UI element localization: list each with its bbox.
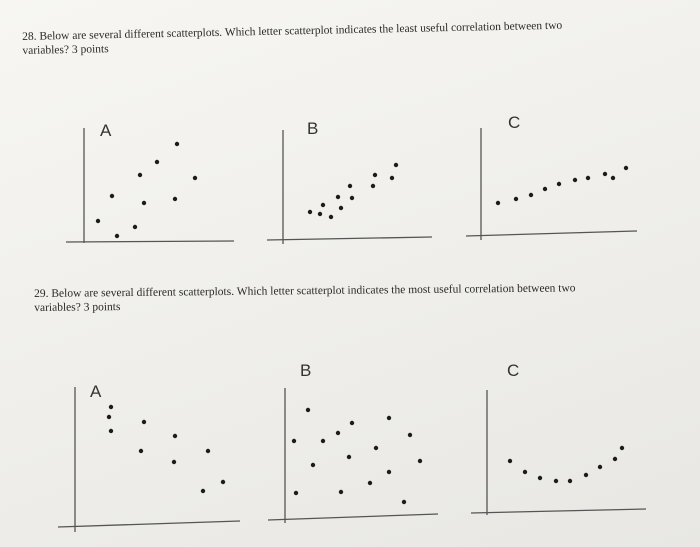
- q29-plot-c-point: [554, 479, 558, 483]
- q29-plot-a-point: [109, 405, 113, 409]
- q29-plot-b-point: [408, 433, 412, 437]
- q29-plot-b-point: [402, 500, 406, 504]
- q29-plot-a-letter: A: [90, 382, 102, 401]
- q29-plot-c-point: [584, 473, 588, 477]
- q28-plot-b-point: [390, 176, 394, 180]
- q29-plot-b-point: [292, 439, 296, 443]
- q29-plot-c: [471, 361, 646, 515]
- q28-plot-a: [66, 121, 234, 243]
- q29-plot-b-point: [336, 431, 340, 435]
- q28-plot-a-point: [142, 201, 146, 205]
- q28-plot-c-point: [573, 178, 577, 182]
- q28-plot-a-point: [133, 225, 137, 229]
- q28-plot-c-point: [624, 166, 628, 170]
- q28-plot-b-point: [308, 210, 312, 214]
- q29-plot-a-point: [142, 420, 146, 424]
- q28-plot-b-point: [350, 196, 354, 200]
- q29-plot-b-point: [306, 408, 310, 412]
- q28-plot-c-point: [611, 176, 615, 180]
- q28-plot-c-point: [586, 176, 590, 180]
- q29-plot-b: [268, 361, 438, 523]
- q29-plot-a-point: [107, 415, 111, 419]
- q28-plot-c-point: [543, 187, 547, 191]
- q29-plot-c-x-axis: [471, 509, 646, 513]
- q29-plot-b-point: [387, 416, 391, 420]
- q29-plot-a-point: [109, 429, 113, 433]
- question-28-line-2: variables? 3 points: [22, 43, 109, 57]
- q28-plot-b-point: [339, 206, 343, 210]
- q29-plot-c-points: [508, 446, 624, 483]
- q29-plot-b-point: [311, 463, 315, 467]
- question-29-line-2: variables? 3 points: [34, 301, 121, 314]
- q29-plot-b-x-axis: [268, 514, 438, 520]
- q29-plot-a: [58, 382, 240, 532]
- q29-plot-a-point: [139, 449, 143, 453]
- q29-plot-c-point: [538, 476, 542, 480]
- q28-plot-c-point: [557, 182, 561, 186]
- q29-plot-c-point: [523, 470, 527, 474]
- q29-plot-c-letter: C: [507, 361, 520, 380]
- q29-plot-b-letter: B: [300, 361, 312, 380]
- q28-plot-b-point: [336, 195, 340, 199]
- q29-plot-b-point: [374, 446, 378, 450]
- q28-plot-a-point: [193, 176, 197, 180]
- question-28-line-1: 28. Below are several different scatterplots. Which letter scatterplot indicates the least useful correlation between two: [22, 19, 563, 43]
- q29-plot-b-point: [294, 491, 298, 495]
- q29-plot-b-point: [418, 459, 422, 463]
- q28-plot-b-point: [373, 173, 377, 177]
- q28-plot-b-point: [371, 184, 375, 188]
- q29-plot-c-point: [613, 457, 617, 461]
- q28-plot-c-x-axis: [466, 231, 637, 236]
- question-29-line-1: 29. Below are several different scatterplots. Which letter scatterplot indicates the most useful correlation between two: [34, 282, 576, 300]
- q29-plot-a-points: [107, 405, 225, 493]
- q28-plot-b-point: [318, 212, 322, 216]
- q29-plot-a-point: [221, 480, 225, 484]
- q28-plot-a-point: [155, 160, 159, 164]
- q28-plot-a-point: [96, 219, 100, 223]
- q29-plot-b-point: [368, 481, 372, 485]
- q28-plot-b-x-axis: [267, 237, 432, 240]
- q29-plot-b-points: [292, 408, 422, 504]
- q28-plot-b-point: [321, 203, 325, 207]
- q28-plot-b: [267, 119, 432, 244]
- q28-plot-a-x-axis: [66, 241, 234, 242]
- q29-plot-a-point: [173, 434, 177, 438]
- q28-plot-a-points: [96, 142, 197, 238]
- q28-plot-c-letter: C: [508, 113, 521, 132]
- q29-plot-b-point: [350, 421, 354, 425]
- q29-plot-c-point: [598, 465, 602, 469]
- q29-plot-c-point: [508, 459, 512, 463]
- q28-plot-b-point: [329, 215, 333, 219]
- q28-plot-a-point: [138, 173, 142, 177]
- q29-plot-b-point: [339, 490, 343, 494]
- q28-plot-c-point: [603, 172, 607, 176]
- q29-plot-a-point: [201, 489, 205, 493]
- q28-plot-a-point: [110, 194, 114, 198]
- q29-plot-a-point: [172, 460, 176, 464]
- q28-plot-a-point: [115, 234, 119, 238]
- q29-plot-b-point: [387, 470, 391, 474]
- q28-plot-a-letter: A: [100, 121, 112, 140]
- q28-plot-a-point: [173, 197, 177, 201]
- q28-plot-b-points: [308, 163, 398, 219]
- q28-plot-b-letter: B: [307, 119, 319, 138]
- q28-plot-c: [466, 113, 637, 240]
- q28-plot-c-point: [529, 193, 533, 197]
- q29-plot-c-point: [620, 446, 624, 450]
- q28-plot-c-points: [496, 166, 628, 205]
- q29-plot-c-point: [568, 479, 572, 483]
- q29-plot-a-point: [206, 449, 210, 453]
- q29-plot-b-point: [347, 455, 351, 459]
- q28-plot-b-point: [394, 163, 398, 167]
- q28-plot-b-point: [348, 184, 352, 188]
- q29-plot-b-point: [321, 439, 325, 443]
- q29-plot-a-x-axis: [58, 521, 240, 527]
- q28-plot-c-point: [514, 197, 518, 201]
- q28-plot-a-point: [175, 142, 179, 146]
- q28-plot-c-point: [496, 201, 500, 205]
